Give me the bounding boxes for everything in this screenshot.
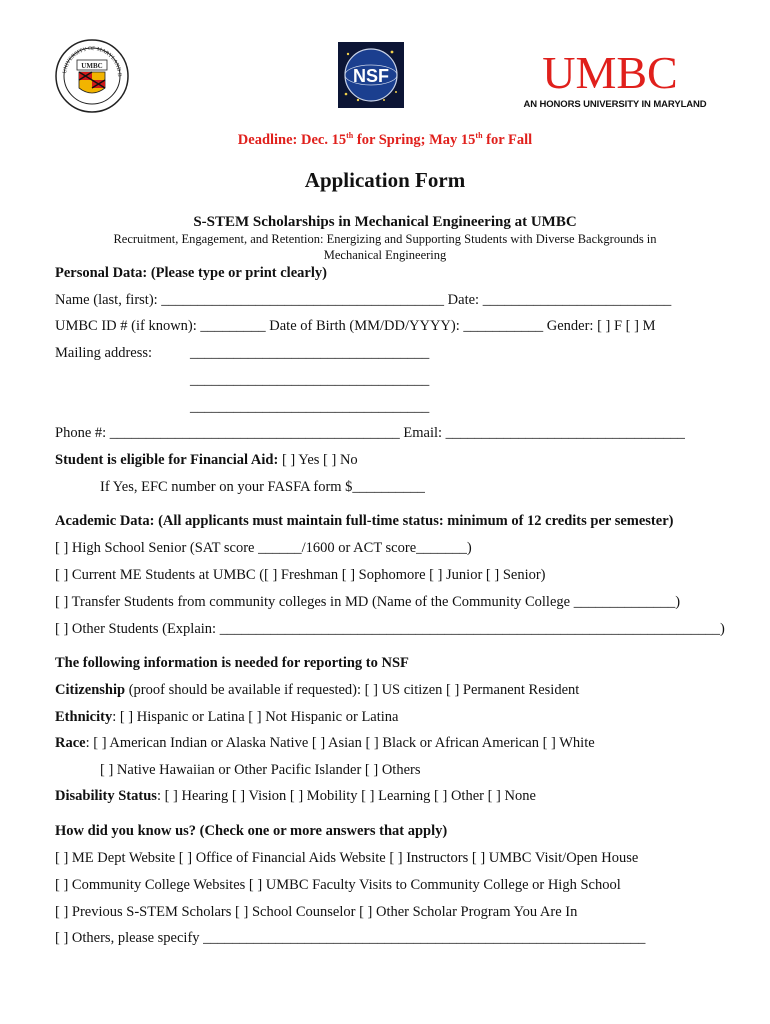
- efc-line[interactable]: If Yes, EFC number on your FASFA form $__________: [100, 479, 425, 495]
- disability-label: Disability Status: [55, 788, 157, 804]
- academic-option-high-school[interactable]: [ ] High School Senior (SAT score ______/1600 or ACT score_______): [55, 540, 472, 556]
- deadline: [0, 131, 770, 149]
- academic-option-other[interactable]: [ ] Other Students (Explain: _____________________________________________________________________): [55, 621, 725, 637]
- academic-option-transfer[interactable]: [ ] Transfer Students from community colleges in MD (Name of the Community College ______________): [55, 594, 681, 610]
- howknow-option-2[interactable]: [ ] Community College Websites [ ] UMBC Faculty Visits to Community College or High School: [55, 877, 621, 893]
- nsf-logo-text: NSF: [353, 66, 389, 86]
- deadline-part2: for Spring; May 15: [353, 132, 476, 148]
- citizenship-text[interactable]: (proof should be available if requested): [ ] US citizen [ ] Permanent Resident: [125, 682, 580, 698]
- academic-heading: Academic Data: (All applicants must maintain full-time status: minimum of 12 credits per semester): [55, 513, 674, 529]
- address-line-3[interactable]: _________________________________: [190, 399, 430, 415]
- ethnicity-line[interactable]: [55, 709, 399, 726]
- nsf-logo: [338, 42, 404, 108]
- umbc-logo: UMBC: [542, 47, 678, 98]
- id-dob-gender-line[interactable]: UMBC ID # (if known): _________ Date of Birth (MM/DD/YYYY): ___________ Gender: [ ] F [ ] M: [55, 318, 656, 334]
- disability-line[interactable]: [55, 788, 536, 805]
- subtitle: S-STEM Scholarships in Mechanical Engineering at UMBC: [193, 214, 577, 230]
- citizenship-label: Citizenship: [55, 682, 126, 698]
- address-line-2[interactable]: _________________________________: [190, 372, 430, 388]
- umbc-tagline: AN HONORS UNIVERSITY IN MARYLAND: [523, 99, 707, 110]
- description-line2: Mechanical Engineering: [323, 248, 447, 262]
- page-title: Application Form: [304, 168, 466, 192]
- description-line1: Recruitment, Engagement, and Retention: Energizing and Supporting Students with Diverse Backgrounds in: [113, 232, 657, 246]
- race-line-2[interactable]: [ ] Native Hawaiian or Other Pacific Islander [ ] Others: [100, 762, 421, 778]
- name-date-line[interactable]: Name (last, first): _______________________________________ Date: __________________________: [55, 292, 672, 308]
- ethnicity-label: Ethnicity: [55, 709, 113, 725]
- citizenship-line[interactable]: [55, 682, 579, 699]
- ethnicity-text[interactable]: : [ ] Hispanic or Latina [ ] Not Hispanic or Latina: [112, 709, 399, 725]
- financial-aid-line: [55, 452, 358, 469]
- race-label: Race: [55, 735, 86, 751]
- seal-inscription: UNIVERSITY OF MARYLAND B: [62, 45, 123, 77]
- personal-heading: Personal Data: (Please type or print clearly): [55, 265, 327, 281]
- academic-option-current-me[interactable]: [ ] Current ME Students at UMBC ([ ] Freshman [ ] Sophomore [ ] Junior [ ] Senior): [55, 567, 546, 583]
- howknow-heading: How did you know us? (Check one or more answers that apply): [55, 823, 448, 839]
- financial-aid-options[interactable]: [ ] Yes [ ] No: [278, 452, 358, 468]
- seal-text: UMBC: [81, 62, 103, 70]
- deadline-sup2: th: [475, 131, 483, 140]
- deadline-sup1: th: [346, 131, 354, 140]
- address-line-1[interactable]: _________________________________: [190, 345, 430, 361]
- race-text[interactable]: : [ ] American Indian or Alaska Native [ ] Asian [ ] Black or African American [ ] White: [85, 735, 595, 751]
- deadline-part3: for Fall: [482, 132, 533, 148]
- howknow-option-1[interactable]: [ ] ME Dept Website [ ] Office of Financial Aids Website [ ] Instructors [ ] UMBC Visit/Open House: [55, 850, 639, 866]
- umbc-seal: [54, 38, 130, 114]
- howknow-option-4[interactable]: [ ] Others, please specify _____________________________________________________________: [55, 930, 646, 946]
- nsf-heading: The following information is needed for reporting to NSF: [55, 655, 409, 671]
- disability-text[interactable]: : [ ] Hearing [ ] Vision [ ] Mobility [ ] Learning [ ] Other [ ] None: [156, 788, 536, 804]
- race-line[interactable]: [55, 735, 595, 752]
- mailing-address-label: Mailing address:: [55, 345, 153, 361]
- financial-aid-label: Student is eligible for Financial Aid:: [55, 452, 279, 468]
- phone-email-line[interactable]: Phone #: ________________________________________ Email: _________________________________: [55, 425, 685, 441]
- deadline-part1: Deadline: Dec. 15: [237, 132, 347, 148]
- howknow-option-3[interactable]: [ ] Previous S-STEM Scholars [ ] School Counselor [ ] Other Scholar Program You Are In: [55, 904, 578, 920]
